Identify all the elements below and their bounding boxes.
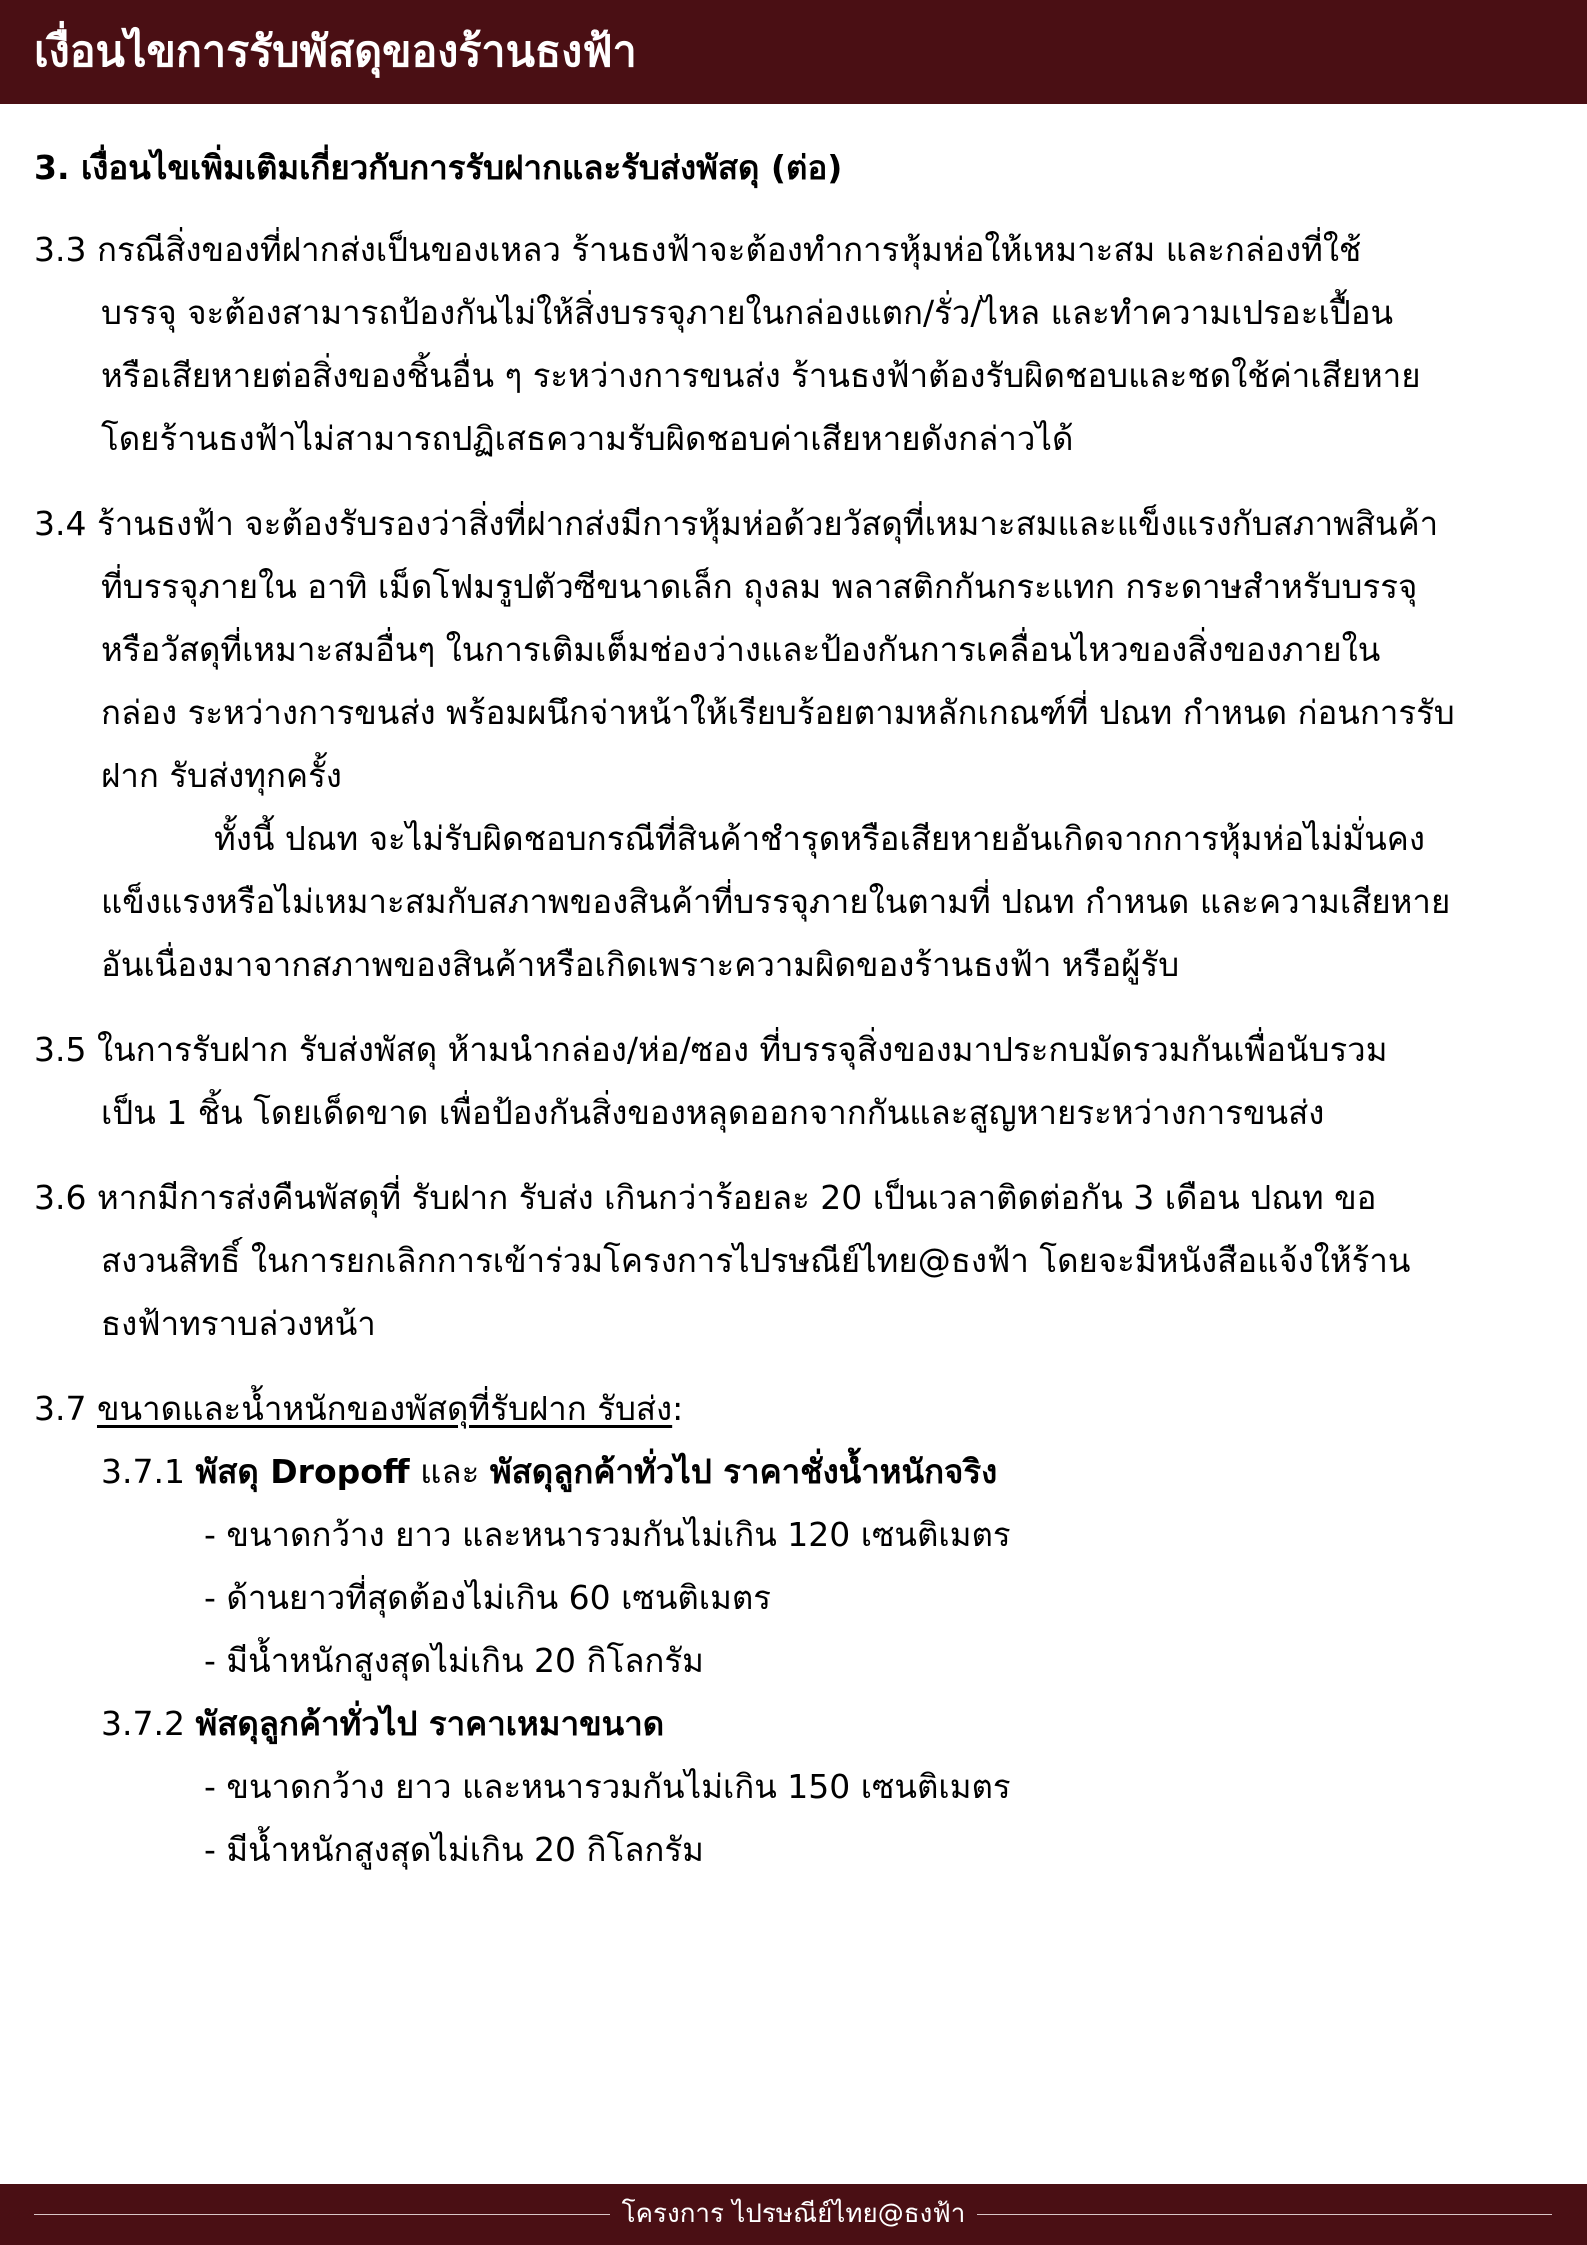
header-band <box>0 0 1587 104</box>
item-line: 3.6 หากมีการส่งคืนพัสดุที่ รับฝาก รับส่ง เกินกว่าร้อยละ 20 เป็นเวลาติดต่อกัน 3 เดือน ปณท ขอ <box>34 1178 1377 1217</box>
item-line: 3.4 ร้านธงฟ้า จะต้องรับรองว่าสิ่งที่ฝากส่งมีการหุ้มห่อด้วยวัสดุที่เหมาะสมและแข็งแรงกับสภาพสินค้า <box>34 504 1439 543</box>
item-3-3 <box>34 218 1554 470</box>
item-line: สงวนสิทธิ์ ในการยกเลิกการเข้าร่วมโครงการไปรษณีย์ไทย@ธงฟ้า โดยจะมีหนังสือแจ้งให้ร้าน <box>101 1241 1411 1280</box>
sub-item-dropoff: พัสดุ Dropoff <box>195 1452 410 1491</box>
sub-item-general-actual-weight: พัสดุลูกค้าทั่วไป ราคาชั่งน้ำหนักจริง <box>489 1452 998 1491</box>
item-line: แข็งแรงหรือไม่เหมาะสมกับสภาพของสินค้าที่บรรจุภายในตามที่ ปณท กำหนด และความเสียหาย <box>101 882 1451 921</box>
document-body <box>34 140 1554 1881</box>
sub-item-general-flat-rate: พัสดุลูกค้าทั่วไป ราคาเหมาขนาด <box>195 1704 665 1743</box>
item-line: 3.5 ในการรับฝาก รับส่งพัสดุ ห้ามนำกล่อง/ห่อ/ซอง ที่บรรจุสิ่งของมาประกบมัดรวมกันเพื่อนับรวม <box>34 1030 1388 1069</box>
section-heading: 3. เงื่อนไขเพิ่มเติมเกี่ยวกับการรับฝากและรับส่งพัสดุ (ต่อ) <box>34 148 843 187</box>
sub-item-number: 3.7.1 <box>101 1452 196 1491</box>
item-3-7-heading <box>34 1377 1554 1440</box>
bullet-item: - ด้านยาวที่สุดต้องไม่เกิน 60 เซนติเมตร <box>204 1578 771 1617</box>
item-line: ที่บรรจุภายใน อาทิ เม็ดโฟมรูปตัวซีขนาดเล็ก ถุงลม พลาสติกกันกระแทก กระดาษสำหรับบรรจุ <box>101 567 1418 606</box>
item-3-7 <box>34 1377 1554 1881</box>
sub-item-joiner: และ <box>409 1452 490 1491</box>
bullet-item: - มีน้ำหนักสูงสุดไม่เกิน 20 กิโลกรัม <box>204 1830 704 1869</box>
footer-text-wrap <box>0 2184 1587 2245</box>
sub-item-3-7-2 <box>34 1692 1554 1755</box>
item-line: ทั้งนี้ ปณท จะไม่รับผิดชอบกรณีที่สินค้าชำรุดหรือเสียหายอันเกิดจากการหุ้มห่อไม่มั่นคง <box>214 819 1425 858</box>
item-number: 3.7 <box>34 1389 97 1428</box>
bullet-item: - ขนาดกว้าง ยาว และหนารวมกันไม่เกิน 120 เซนติเมตร <box>204 1515 1011 1554</box>
bullet-item: - ขนาดกว้าง ยาว และหนารวมกันไม่เกิน 150 เซนติเมตร <box>204 1767 1011 1806</box>
footer-text: โครงการ ไปรษณีย์ไทย@ธงฟ้า <box>610 2199 978 2229</box>
item-3-6 <box>34 1166 1554 1355</box>
item-3-5 <box>34 1018 1554 1144</box>
item-line: ฝาก รับส่งทุกครั้ง <box>101 756 342 795</box>
item-colon: : <box>672 1389 684 1428</box>
item-line: โดยร้านธงฟ้าไม่สามารถปฏิเสธความรับผิดชอบค่าเสียหายดังกล่าวได้ <box>101 419 1074 458</box>
page-title: เงื่อนไขการรับพัสดุของร้านธงฟ้า <box>34 27 637 77</box>
item-line: หรือเสียหายต่อสิ่งของชิ้นอื่น ๆ ระหว่างการขนส่ง ร้านธงฟ้าต้องรับผิดชอบและชดใช้ค่าเสียหาย <box>101 356 1421 395</box>
sub-item-3-7-1 <box>34 1440 1554 1503</box>
footer-band <box>0 2184 1587 2245</box>
bullet-item: - มีน้ำหนักสูงสุดไม่เกิน 20 กิโลกรัม <box>204 1641 704 1680</box>
item-line: ธงฟ้าทราบล่วงหน้า <box>101 1304 376 1343</box>
item-line: บรรจุ จะต้องสามารถป้องกันไม่ให้สิ่งบรรจุภายในกล่องแตก/รั่ว/ไหล และทำความเปรอะเปื้อน <box>101 293 1394 332</box>
sub-item-number: 3.7.2 <box>101 1704 196 1743</box>
item-3-4 <box>34 492 1554 996</box>
item-line: หรือวัสดุที่เหมาะสมอื่นๆ ในการเติมเต็มช่องว่างและป้องกันการเคลื่อนไหวของสิ่งของภายใน <box>101 630 1381 669</box>
item-line: เป็น 1 ชิ้น โดยเด็ดขาด เพื่อป้องกันสิ่งของหลุดออกจากกันและสูญหายระหว่างการขนส่ง <box>101 1093 1325 1132</box>
item-3-7-title: ขนาดและน้ำหนักของพัสดุที่รับฝาก รับส่ง <box>96 1389 673 1428</box>
item-line: กล่อง ระหว่างการขนส่ง พร้อมผนึกจ่าหน้าให้เรียบร้อยตามหลักเกณฑ์ที่ ปณท กำหนด ก่อนการรับ <box>101 693 1455 732</box>
item-line: 3.3 กรณีสิ่งของที่ฝากส่งเป็นของเหลว ร้านธงฟ้าจะต้องทำการหุ้มห่อให้เหมาะสม และกล่องที่ใช้ <box>34 230 1362 269</box>
item-line: อันเนื่องมาจากสภาพของสินค้าหรือเกิดเพราะความผิดของร้านธงฟ้า หรือผู้รับ <box>101 945 1180 984</box>
